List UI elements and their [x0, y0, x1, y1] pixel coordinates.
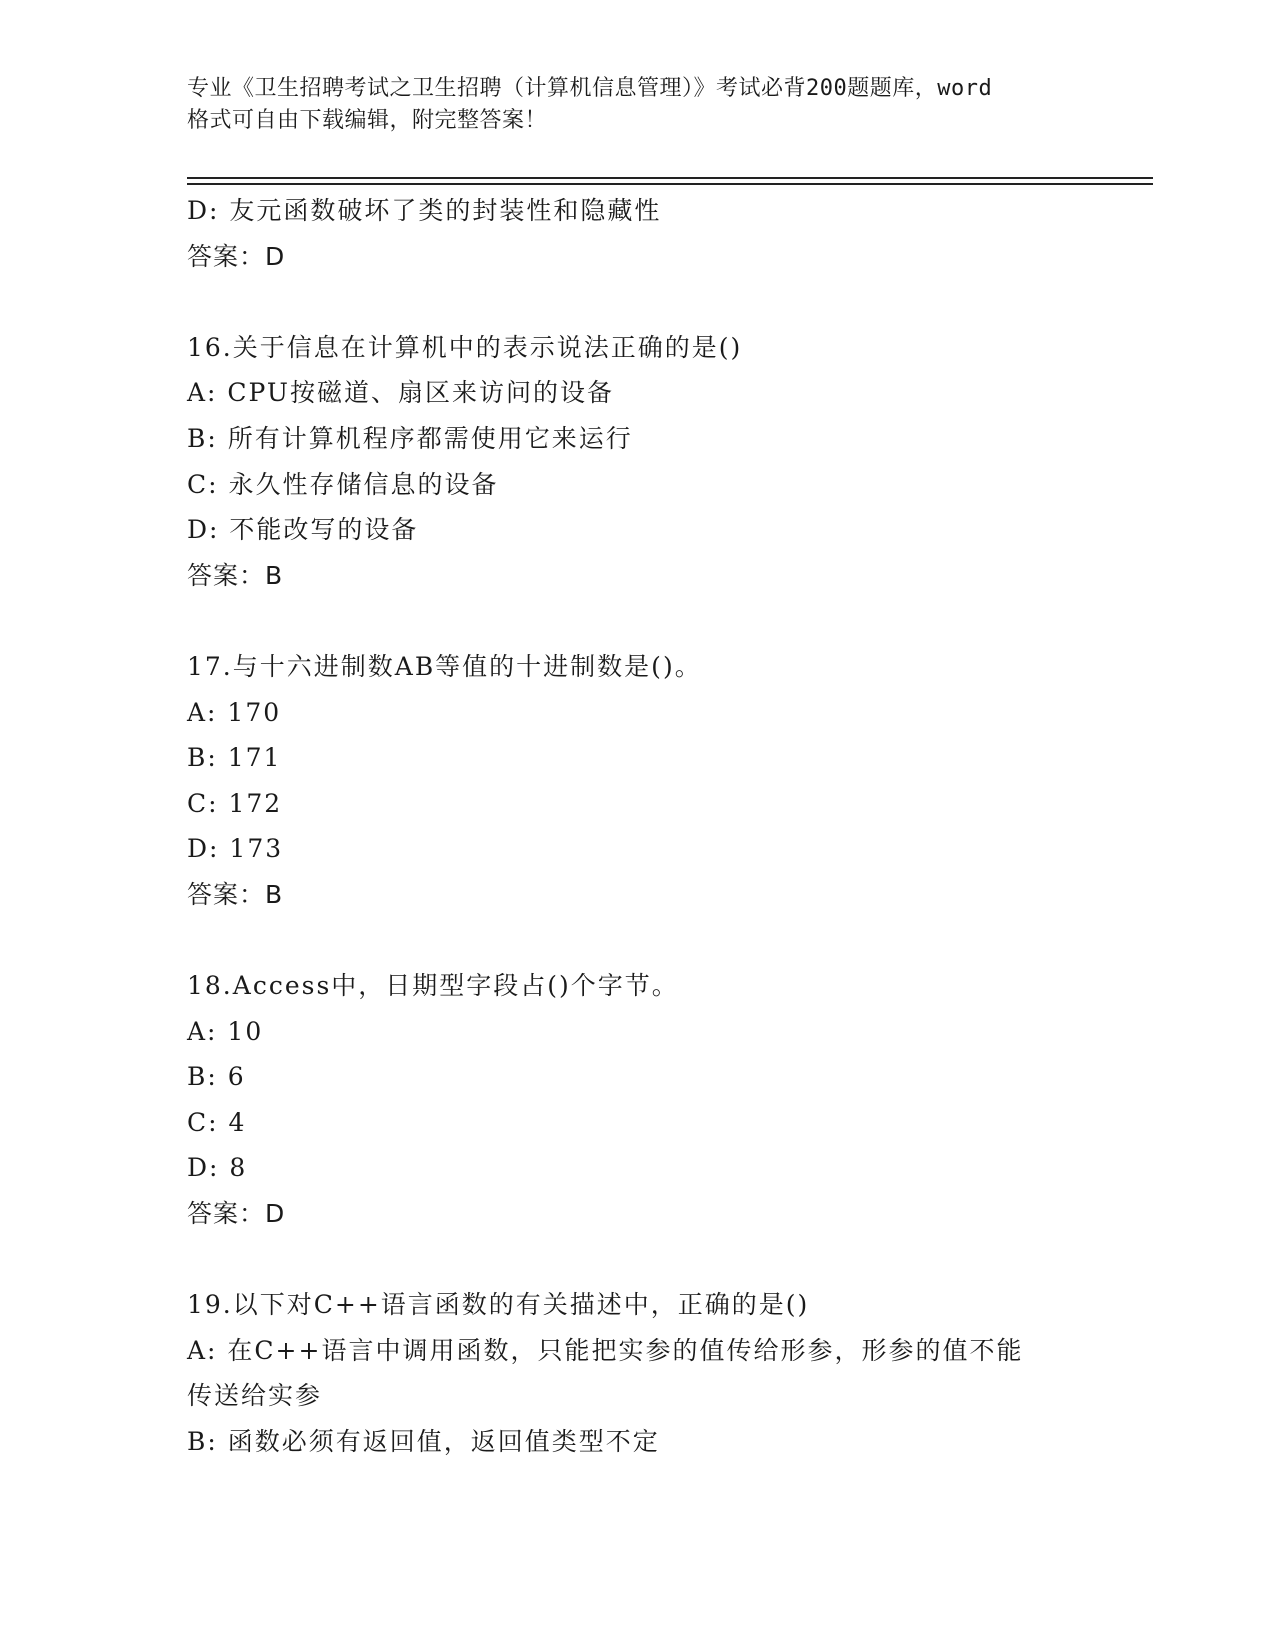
answer: 答案：B	[187, 879, 284, 909]
document-header	[187, 73, 1087, 137]
option-a: A: 10	[187, 1016, 264, 1046]
option-a: A: CPU按磁道、扇区来访问的设备	[187, 378, 615, 408]
header-divider-top	[187, 177, 1153, 179]
option-c: C: 4	[187, 1107, 247, 1137]
header-divider-bottom	[187, 183, 1153, 185]
header-line-2: 格式可自由下载编辑，附完整答案！	[187, 108, 548, 133]
question-stem: 16.关于信息在计算机中的表示说法正确的是()	[187, 332, 743, 362]
option-d: D: 不能改写的设备	[187, 515, 419, 545]
option-b: B: 函数必须有返回值，返回值类型不定	[187, 1427, 660, 1457]
question-list	[187, 188, 1087, 1465]
question-17	[187, 644, 1087, 918]
option-a-line-1: A: 在C++语言中调用函数，只能把实参的值传给形参，形参的值不能	[187, 1335, 1024, 1365]
prev-answer: 答案：D	[187, 241, 286, 271]
option-d: D: 8	[187, 1153, 248, 1183]
answer: 答案：B	[187, 560, 284, 590]
option-a: A: 170	[187, 697, 282, 727]
option-b: B: 6	[187, 1062, 246, 1092]
question-16	[187, 325, 1087, 599]
option-b: B: 所有计算机程序都需使用它来运行	[187, 423, 633, 453]
option-a-line-2: 传送给实参	[187, 1381, 323, 1411]
question-19	[187, 1282, 1087, 1464]
option-d: D: 173	[187, 834, 284, 864]
question-stem: 19.以下对C++语言函数的有关描述中，正确的是()	[187, 1290, 810, 1320]
prev-option-d: D: 友元函数破坏了类的封装性和隐藏性	[187, 196, 662, 225]
option-c: C: 永久性存储信息的设备	[187, 469, 499, 499]
option-b: B: 171	[187, 743, 282, 773]
question-stem: 18.Access中，日期型字段占()个字节。	[187, 971, 679, 1001]
answer: 答案：D	[187, 1199, 286, 1229]
option-c: C: 172	[187, 788, 283, 818]
header-line-1: 专业《卫生招聘考试之卫生招聘（计算机信息管理）》考试必背200题题库，word	[187, 76, 993, 101]
question-18	[187, 963, 1087, 1237]
question-stem: 17.与十六进制数AB等值的十进制数是()。	[187, 651, 702, 681]
